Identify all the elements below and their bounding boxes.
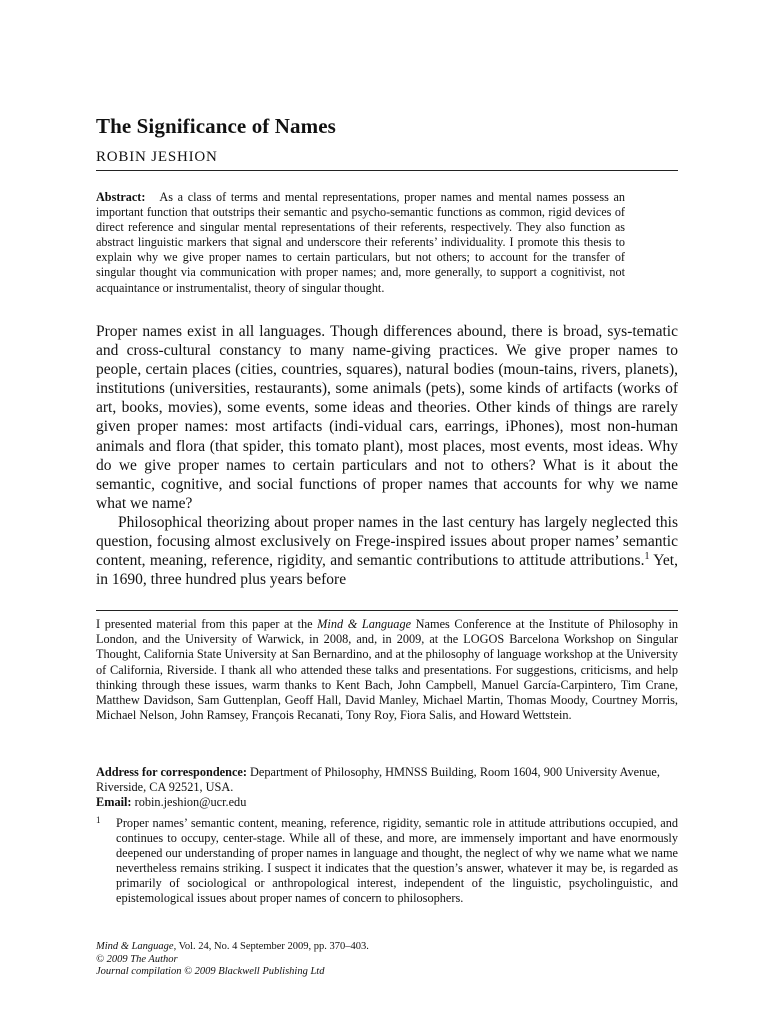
- footnote-text: Proper names’ semantic content, meaning, reference, rigidity, semantic role in attitude attributions occupied, and continues to occupy, center-stage. While all of these, and more, are immensely important and have enormously deepened our understanding of proper names in language and thought, the neglect of why we name what we name nevertheless remains striking. I suspect it indicates that the question’s answer, whatever it may be, is regarded as primarily of sociological or anthropological interest, independent of the linguistic, psycholinguistic, and epistemological issues about proper names of concern to philosophers.: [116, 816, 678, 906]
- email-label: Email:: [96, 795, 132, 810]
- correspondence-address: Department of Philosophy, HMNSS Building, Room 1604, 900 University Avenue, Riverside, CA 92521, USA.: [96, 765, 660, 795]
- body-paragraph-2-text: Philosophical theorizing about proper names in the last century has largely neglected this question, focusing almost exclusively on Frege-inspired issues about proper names’ semantic content, meaning, reference, rigidity, and semantic contributions to attitude attributions.: [96, 513, 678, 570]
- abstract-text: As a class of terms and mental representations, proper names and mental names possess an important function that outstrips their semantic and psycho-semantic functions as common, rigid devices of direct reference and singular mental representations of their referents, respectively. They also function as abstract linguistic markers that signal and underscore their referents’ individuality. I promote this thesis to explain why we give proper names to certain particulars, but not others; to account for the transfer of singular thought via communication with proper names; and, more generally, to support a cognitivist, not acquaintance or instrumentalist, theory of singular thought.: [96, 190, 625, 295]
- acknowledgment-text-start: I presented material from this paper at the: [96, 617, 318, 631]
- correspondence-address-line: [96, 765, 678, 795]
- footnote-1: [96, 816, 678, 907]
- citation-copyright-publisher: Journal compilation © 2009 Blackwell Publishing Ltd: [96, 966, 325, 978]
- correspondence-email-line: [96, 795, 678, 810]
- citation-copyright-author: © 2009 The Author: [96, 953, 178, 965]
- citation-line-1: [96, 941, 369, 954]
- abstract-label: Abstract:: [96, 190, 146, 204]
- journal-citation: [96, 941, 369, 979]
- citation-volume: Vol. 24, No. 4 September 2009, pp. 370–403.: [176, 941, 369, 952]
- correspondence-block: [96, 765, 678, 811]
- article-author: ROBIN JESHION: [96, 149, 218, 165]
- abstract: [96, 190, 625, 296]
- citation-journal: Mind & Language,: [96, 941, 177, 952]
- article-title: The Significance of Names: [96, 114, 336, 138]
- footnote-marker: 1: [644, 550, 650, 562]
- acknowledgment-note: [96, 617, 678, 723]
- footnote-number: 1: [96, 815, 101, 825]
- acknowledgment-journal: Mind & Language: [317, 617, 412, 631]
- acknowledgment-text-rest: Names Conference at the Institute of Philosophy in London, and the University of Warwick, in 2008, and, in 2009, at the LOGOS Barcelona Workshop on Singular Thought, California State University at San Bernardino, and at the philosophy of language workshop at the University of California, Riverside. I thank all who attended these talks and presentations. For suggestions, criticisms, and help thinking through these issues, warm thanks to Kent Bach, John Campbell, Manuel García-Carpintero, Tim Crane, Matthew Davidson, Sam Guttenplan, Geoff Hall, David Manley, Michael Martin, Thomas Moody, Courtney Morris, Michael Nelson, John Ramsey, François Recanati, Tony Roy, Fiora Salis, and Howard Wettstein.: [96, 617, 679, 723]
- body-paragraph-2-tail: Yet, in 1690, three hundred plus years before: [96, 552, 678, 589]
- title-rule: [96, 170, 678, 171]
- footnote-rule: [96, 610, 678, 611]
- correspondence-label: Address for correspondence:: [96, 765, 247, 779]
- body-paragraph-2: [96, 513, 678, 589]
- body-text: [96, 322, 678, 589]
- email-address[interactable]: robin.jeshion@ucr.edu: [134, 795, 247, 810]
- body-paragraph-1: Proper names exist in all languages. Though differences abound, there is broad, sys-tematic and cross-cultural constancy to many name-giving practices. We give proper names to people, certain places (cities, countries, squares), natural bodies (moun-tains, rivers, planets), institutions (universities, restaurants), some animals (pets), some kinds of artifacts (works of art, books, movies), some events, some ideas and theories. Other kinds of things are rarely given proper names: most artifacts (indi-vidual cars, earrings, iPhones), most non-human animals and flora (that spider, this tomato plant), most places, most events, most ideas. Why do we give proper names to certain particulars and not to others? What is it about the semantic, cognitive, and social functions of proper names that accounts for why we name what we name?: [96, 323, 678, 512]
